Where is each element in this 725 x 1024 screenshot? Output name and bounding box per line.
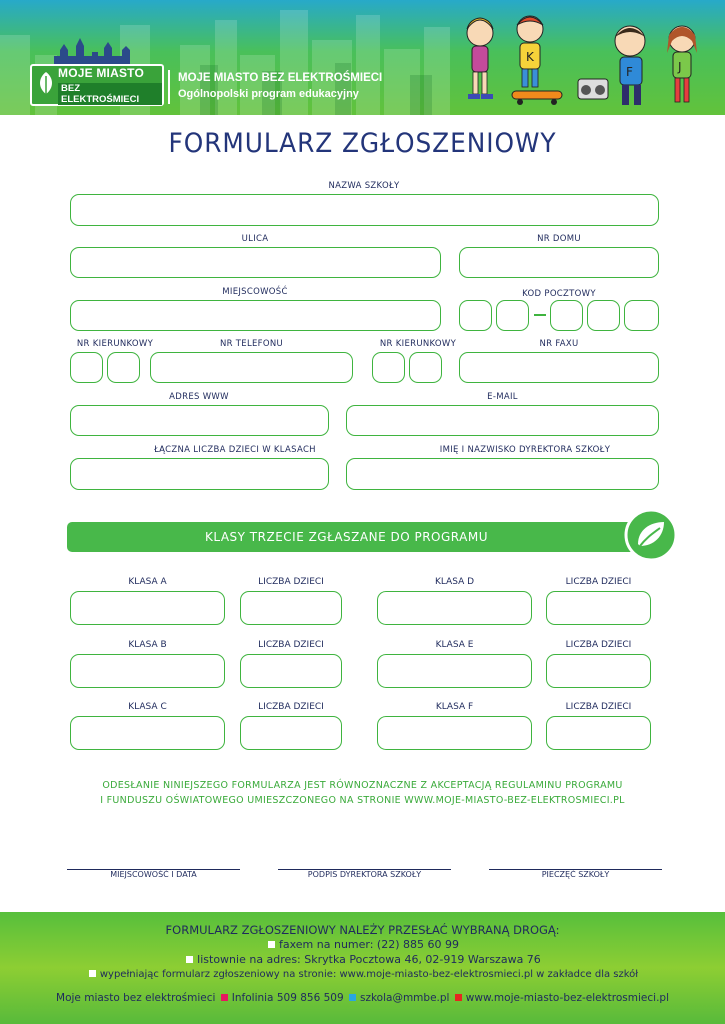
phone-label: NR TELEFONU xyxy=(219,339,284,349)
leaf-badge-icon xyxy=(624,508,678,562)
class-a-count-field[interactable] xyxy=(240,591,342,625)
postal-code-digit-3[interactable] xyxy=(550,300,583,331)
director-label: IMIĘ I NAZWISKO DYREKTORA SZKOŁY xyxy=(439,445,611,455)
notice-line-1: ODESŁANIE NINIEJSZEGO FORMULARZA JEST RÓWNOZNACZNE Z AKCEPTACJĄ REGULAMINU PROGRAMU xyxy=(102,780,623,791)
class-c-label: KLASA C xyxy=(128,702,167,712)
svg-text:K: K xyxy=(526,50,534,64)
postal-code-digit-2[interactable] xyxy=(496,300,529,331)
children-total-label: ŁĄCZNA LICZBA DZIECI W KLASACH xyxy=(154,445,316,455)
fax-field[interactable] xyxy=(459,352,659,383)
www-label: ADRES WWW xyxy=(169,392,229,402)
class-e-label: KLASA E xyxy=(435,640,474,650)
page-title: FORMULARZ ZGŁOSZENIOWY xyxy=(168,128,557,159)
svg-text:F: F xyxy=(626,65,633,79)
class-d-count-label: LICZBA DZIECI xyxy=(565,577,632,587)
class-a-label: KLASA A xyxy=(128,577,167,587)
class-e-count-label: LICZBA DZIECI xyxy=(565,640,632,650)
class-d-count-field[interactable] xyxy=(546,591,651,625)
phone-area-digit-2[interactable] xyxy=(107,352,140,383)
city-label: MIEJSCOWOŚĆ xyxy=(222,287,288,297)
class-b-label: KLASA B xyxy=(128,640,167,650)
fax-area-label: NR KIERUNKOWY xyxy=(379,339,457,349)
class-e-field[interactable] xyxy=(377,654,532,688)
class-a-field[interactable] xyxy=(70,591,225,625)
header-banner xyxy=(0,0,725,115)
postal-code-digit-5[interactable] xyxy=(624,300,659,331)
footer-brand: Moje miasto bez elektrośmieci xyxy=(56,992,216,1004)
postal-code-label: KOD POCZTOWY xyxy=(522,289,596,299)
logo-subtitle: BEZ ELEKTROŚMIECI xyxy=(58,83,162,105)
stamp-label: PIECZĘĆ SZKOŁY xyxy=(541,870,610,879)
footer-contacts xyxy=(0,992,725,1004)
class-a-count-label: LICZBA DZIECI xyxy=(258,577,324,587)
notice-line-2: I FUNDUSZU OŚWIATOWEGO UMIESZCZONEGO NA STRONIE WWW.MOJE-MIASTO-BEZ-ELEKTROSMIECI.PL xyxy=(100,795,625,806)
footer-option-fax: faxem na numer: (22) 885 60 99 xyxy=(0,938,725,951)
phone-field[interactable] xyxy=(150,352,353,383)
class-c-count-label: LICZBA DZIECI xyxy=(258,702,324,712)
house-no-field[interactable] xyxy=(459,247,659,278)
www-field[interactable] xyxy=(70,405,329,436)
class-b-count-label: LICZBA DZIECI xyxy=(258,640,324,650)
fax-label: NR FAXU xyxy=(539,339,579,349)
phone-area-digit-1[interactable] xyxy=(70,352,103,383)
bullet-square-icon xyxy=(89,970,96,977)
footer-heading: FORMULARZ ZGŁOSZENIOWY NALEŻY PRZESŁAĆ WYBRANĄ DROGĄ: xyxy=(165,923,560,937)
program-name: MOJE MIASTO BEZ ELEKTROŚMIECI xyxy=(178,72,383,84)
bullet-square-icon xyxy=(349,994,356,1001)
school-name-label: NAZWA SZKOŁY xyxy=(328,181,400,191)
class-c-field[interactable] xyxy=(70,716,225,750)
footer-infoline: Infolinia 509 856 509 xyxy=(231,992,344,1004)
logo-title: MOJE MIASTO xyxy=(58,66,144,80)
director-signature-label: PODPIS DYREKTORA SZKOŁY xyxy=(307,870,422,879)
street-label: ULICA xyxy=(241,234,269,244)
postal-code-digit-4[interactable] xyxy=(587,300,620,331)
svg-text:J: J xyxy=(678,60,682,74)
footer xyxy=(0,912,725,1024)
email-label: E-MAIL xyxy=(487,392,518,402)
class-f-field[interactable] xyxy=(377,716,532,750)
house-no-label: NR DOMU xyxy=(537,234,581,244)
children-total-field[interactable] xyxy=(70,458,329,490)
leaf-icon xyxy=(36,70,56,96)
fax-area-digit-2[interactable] xyxy=(409,352,442,383)
bullet-square-icon xyxy=(268,941,275,948)
class-d-field[interactable] xyxy=(377,591,532,625)
phone-area-label: NR KIERUNKOWY xyxy=(76,339,154,349)
header-divider xyxy=(168,70,170,104)
class-b-field[interactable] xyxy=(70,654,225,688)
email-field[interactable] xyxy=(346,405,659,436)
logo xyxy=(30,52,162,104)
footer-email-link[interactable]: szkola@mmbe.pl xyxy=(359,992,450,1004)
school-name-field[interactable] xyxy=(70,194,659,226)
bullet-square-icon xyxy=(221,994,228,1001)
kids-illustration xyxy=(450,5,715,115)
footer-option-mail: listownie na adres: Skrytka Pocztowa 46, 02-919 Warszawa 76 xyxy=(0,953,725,966)
class-b-count-field[interactable] xyxy=(240,654,342,688)
program-subtitle: Ogólnopolski program edukacyjny xyxy=(178,88,359,100)
director-field[interactable] xyxy=(346,458,659,490)
city-field[interactable] xyxy=(70,300,441,331)
place-date-label: MIEJSCOWOŚĆ I DATA xyxy=(110,870,197,879)
class-f-label: KLASA F xyxy=(435,702,474,712)
fax-area-digit-1[interactable] xyxy=(372,352,405,383)
footer-website-link[interactable]: www.moje-miasto-bez-elektrosmieci.pl xyxy=(465,992,669,1004)
class-c-count-field[interactable] xyxy=(240,716,342,750)
postal-code-dash xyxy=(534,314,546,316)
postal-code-digit-1[interactable] xyxy=(459,300,492,331)
class-f-count-field[interactable] xyxy=(546,716,651,750)
street-field[interactable] xyxy=(70,247,441,278)
class-d-label: KLASA D xyxy=(434,577,475,587)
classes-section-heading: KLASY TRZECIE ZGŁASZANE DO PROGRAMU xyxy=(205,530,488,544)
class-f-count-label: LICZBA DZIECI xyxy=(565,702,632,712)
footer-option-online: wypełniając formularz zgłoszeniowy na stronie: www.moje-miasto-bez-elektrosmieci.pl w zakładce dla szkół xyxy=(0,969,725,980)
bullet-square-icon xyxy=(186,956,193,963)
bullet-square-icon xyxy=(455,994,462,1001)
class-e-count-field[interactable] xyxy=(546,654,651,688)
